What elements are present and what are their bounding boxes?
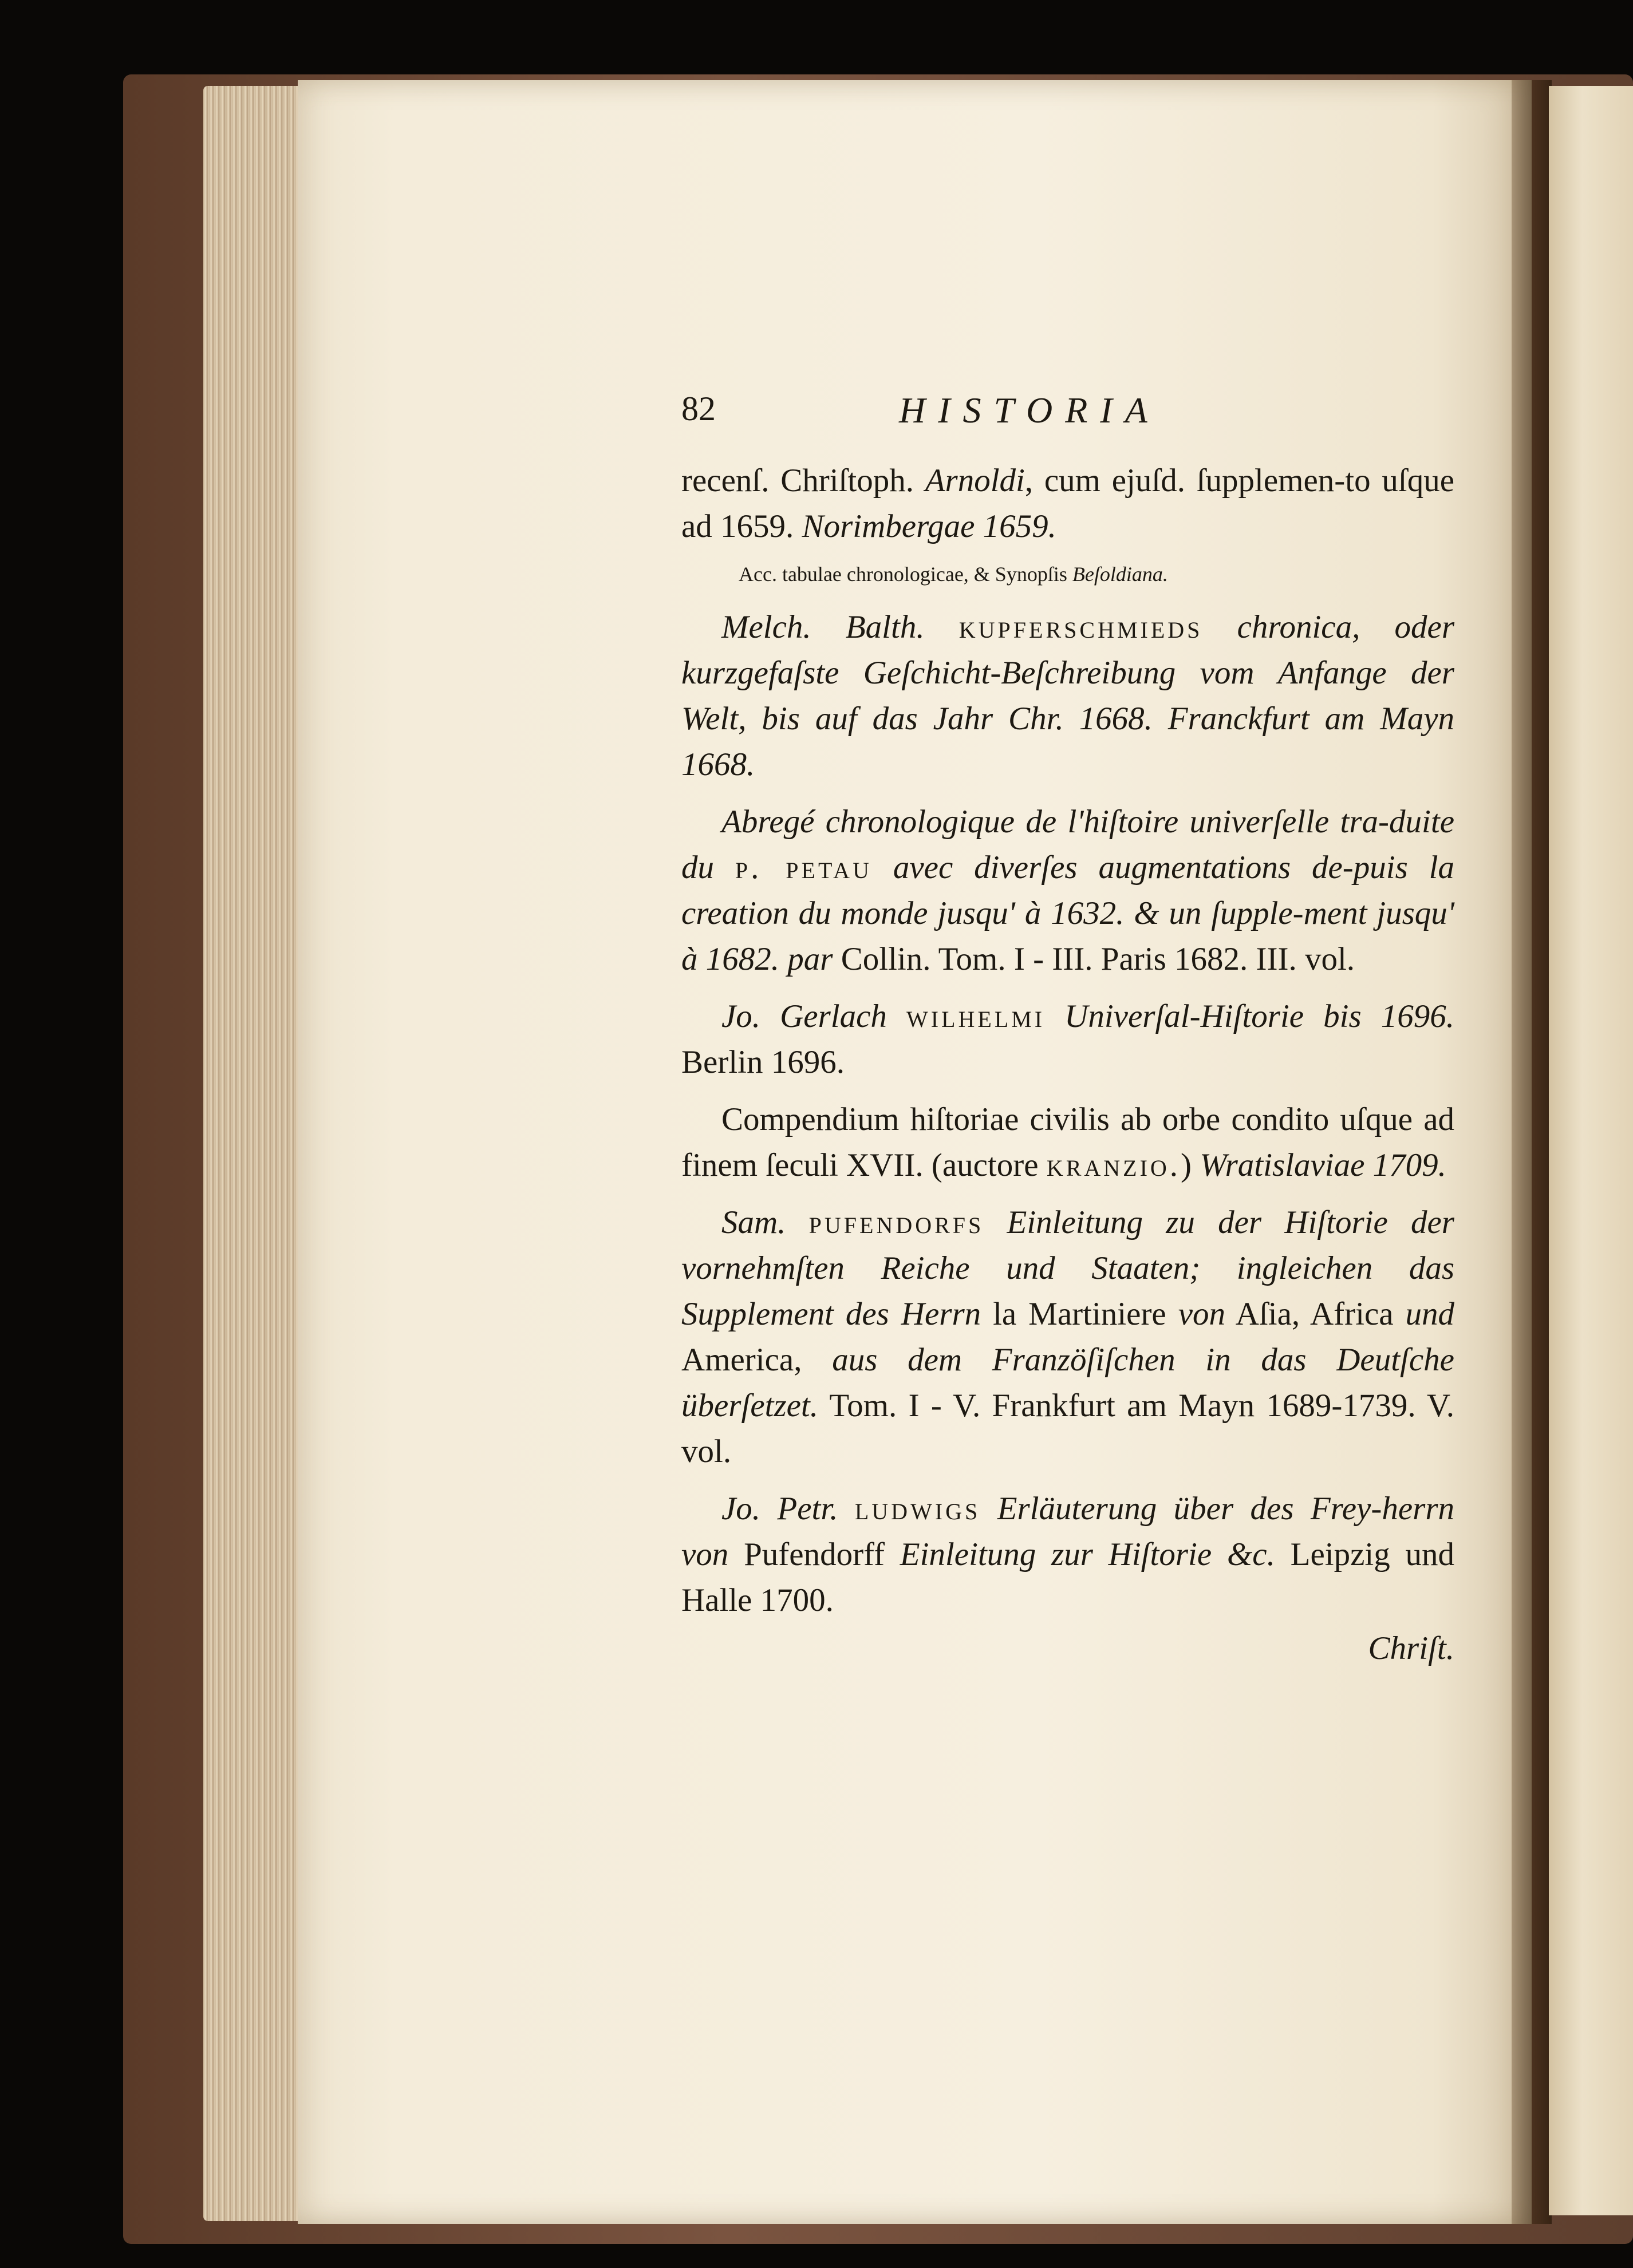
entry-ludwig: Jo. Petr. ludwigs Erläuterung über des Frey-herrn von Pufendorff Einleitung zur Hiſtorie &c. Leipzig und Halle 1700.: [681, 1491, 1454, 1618]
entry-petau: Abregé chronologique de l'hiſtoire univerſelle tra-duite du p. petau avec diverſes augmentations de-puis la creation du monde jusqu' à 1632. & un ſupple-ment jusqu' à 1682. par Collin. Tom. I - III. Paris 1682. III. vol.: [681, 804, 1455, 977]
catchword: Chriſt.: [1368, 1630, 1454, 1666]
entry-pufendorf: Sam. pufendorfs Einleitung zu der Hiſtorie der vornehmſten Reiche und Staaten; ingleichen das Supplement des Herrn la Martiniere von Aſia, Africa und America, aus dem Franzöſiſchen in das Deutſche überſetzet. Tom. I - V. Frankfurt am Mayn 1689-1739. V. vol.: [681, 1204, 1454, 1469]
entry-wilhelmi: Jo. Gerlach wilhelmi Univerſal-Hiſtorie bis 1696. Berlin 1696.: [681, 998, 1454, 1080]
entry-kranzio: Compendium hiſtoriae civilis ab orbe condito uſque ad finem ſeculi XVII. (auctore kranzio.) Wratislaviae 1709.: [681, 1101, 1454, 1183]
page-gutter: [1512, 80, 1552, 2224]
page-number: 82: [681, 390, 716, 428]
entry-kupferschmied: Melch. Balth. kupferschmieds chronica, oder kurzgefaſste Geſchicht-Beſchreibung vom Anfange der Welt, bis auf das Jahr Chr. 1668. Franckfurt am Mayn 1668.: [681, 609, 1454, 783]
page-edges: [203, 86, 309, 2221]
running-title: HISTORIA: [899, 390, 1160, 430]
page-header: [681, 389, 1454, 458]
entry-arnoldi: recenſ. Chriſtoph. Arnoldi, cum ejuſd. ſupplemen-to uſque ad 1659. Norimbergae 1659.: [681, 463, 1454, 544]
page-text: [681, 389, 1454, 1672]
facing-page-edge: [1549, 86, 1633, 2215]
entry-note: Acc. tabulae chronologicae, & Synopſis Beſoldiana.: [739, 563, 1168, 586]
